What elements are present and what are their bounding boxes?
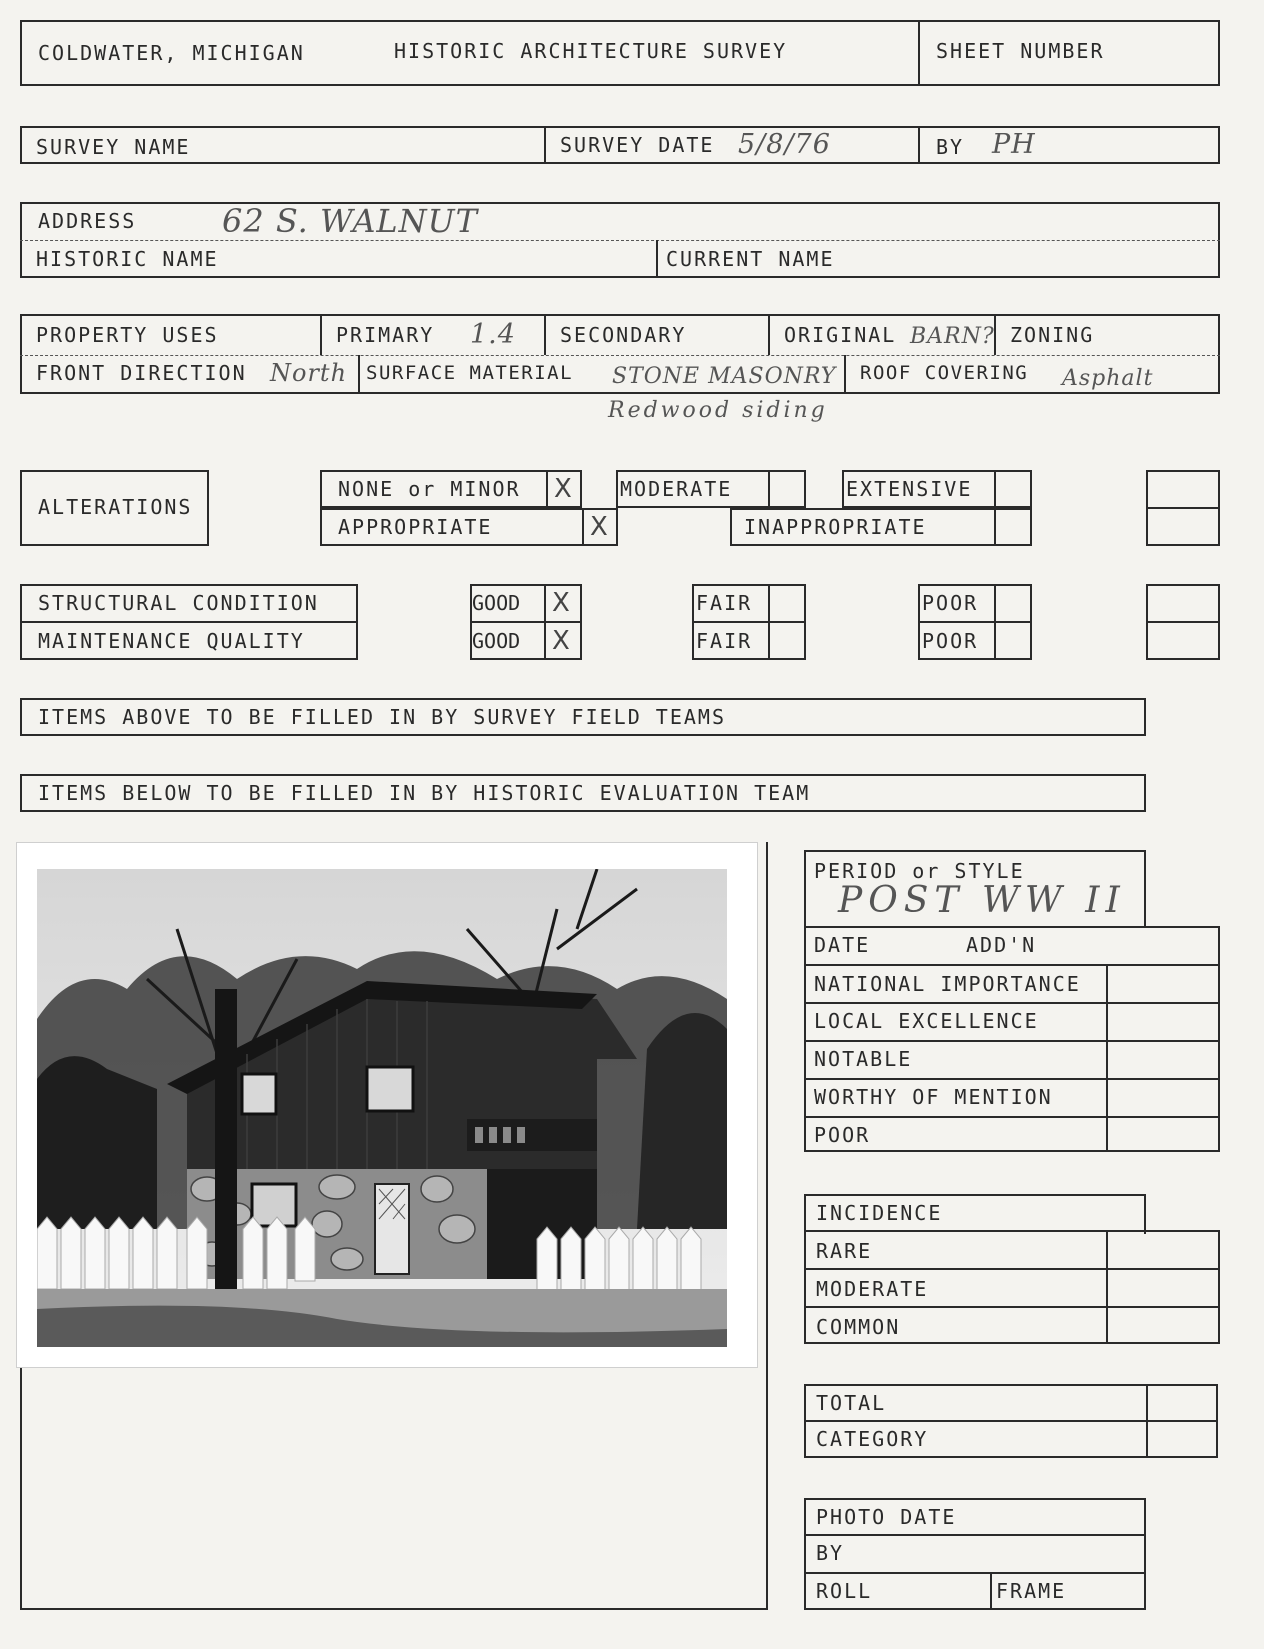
ratings-box	[804, 926, 1220, 1152]
property-divider-2	[544, 314, 546, 355]
condition-good-divider	[470, 621, 582, 623]
inappropriate-label: INAPPROPRIATE	[744, 515, 927, 539]
extensive-label: EXTENSIVE	[846, 477, 973, 501]
city-label: COLDWATER, MICHIGAN	[38, 41, 305, 65]
ratings-line-5	[804, 1116, 1220, 1118]
condition-poor-divider	[918, 621, 1032, 623]
survey-divider-2	[918, 126, 920, 164]
survey-date-value: 5/8/76	[738, 129, 831, 160]
period-style-label: PERIOD or STYLE	[814, 859, 1025, 883]
surface-material-label: SURFACE MATERIAL	[366, 362, 574, 384]
condition-score-divider	[1146, 621, 1220, 623]
address-label: ADDRESS	[38, 209, 137, 233]
zoning-label: ZONING	[1010, 323, 1095, 347]
structural-good-label: GOOD	[472, 591, 521, 615]
survey-by-label: BY	[936, 135, 965, 159]
alterations-label: ALTERATIONS	[38, 495, 193, 519]
name-divider	[656, 240, 658, 278]
totals-vdivider	[1146, 1384, 1148, 1458]
rating-national-importance: NATIONAL IMPORTANCE	[814, 972, 1081, 996]
ratings-line-3	[804, 1040, 1220, 1042]
incidence-common: COMMON	[816, 1315, 901, 1339]
incidence-label: INCIDENCE	[816, 1201, 943, 1225]
surface-material-value: STONE MASONRY	[612, 364, 837, 389]
photo-date-label: PHOTO DATE	[816, 1505, 957, 1529]
incidence-rare: RARE	[816, 1239, 873, 1263]
incidence-line-2	[804, 1306, 1220, 1308]
property-uses-label: PROPERTY USES	[36, 323, 219, 347]
ratings-divider	[1106, 964, 1108, 1152]
form-title: HISTORIC ARCHITECTURE SURVEY	[394, 39, 788, 63]
address-divider	[20, 240, 1220, 241]
maintenance-good-check[interactable]: X	[552, 626, 570, 656]
building-photograph	[16, 842, 758, 1368]
incidence-moderate: MODERATE	[816, 1277, 929, 1301]
maintenance-quality-label: MAINTENANCE QUALITY	[38, 629, 305, 653]
front-direction-label: FRONT DIRECTION	[36, 361, 247, 385]
eval-date-label: DATE	[814, 933, 871, 957]
photo-info-line-1	[804, 1534, 1146, 1536]
rating-local-excellence: LOCAL EXCELLENCE	[814, 1009, 1039, 1033]
frame-label: FRAME	[996, 1579, 1067, 1603]
appropriate-label: APPROPRIATE	[338, 515, 493, 539]
sheet-number-label: SHEET NUMBER	[936, 39, 1105, 63]
secondary-label: SECONDARY	[560, 323, 687, 347]
condition-fair-divider	[692, 621, 806, 623]
photo-info-divider	[990, 1572, 992, 1610]
structural-condition-label: STRUCTURAL CONDITION	[38, 591, 319, 615]
roof-covering-value: Asphalt	[1062, 366, 1154, 391]
historic-name-label: HISTORIC NAME	[36, 247, 219, 271]
total-label: TOTAL	[816, 1391, 887, 1415]
structural-poor-label: POOR	[922, 591, 979, 615]
property-divider-1	[320, 314, 322, 355]
header-divider	[918, 20, 920, 86]
condition-fair-vdivider	[768, 584, 770, 660]
building-photo-svg	[37, 869, 727, 1347]
survey-by-value: PH	[992, 129, 1036, 160]
category-label: CATEGORY	[816, 1427, 929, 1451]
photo-by-label: BY	[816, 1541, 845, 1565]
condition-label-divider	[20, 621, 358, 623]
moderate-label: MODERATE	[620, 477, 733, 501]
alterations-none-divider	[546, 470, 548, 508]
incidence-divider	[1106, 1230, 1108, 1344]
alterations-appropriate-divider	[582, 508, 584, 546]
structural-good-check[interactable]: X	[552, 588, 570, 618]
original-value: BARN?	[910, 324, 995, 349]
original-label: ORIGINAL	[784, 323, 897, 347]
primary-label: PRIMARY	[336, 323, 435, 347]
maintenance-good-label: GOOD	[472, 629, 521, 653]
maintenance-fair-label: FAIR	[696, 629, 753, 653]
condition-poor-vdivider	[994, 584, 996, 660]
property-divider-3	[768, 314, 770, 355]
current-name-label: CURRENT NAME	[666, 247, 835, 271]
alterations-inappropriate-divider	[994, 508, 996, 546]
structural-fair-label: FAIR	[696, 591, 753, 615]
roll-label: ROLL	[816, 1579, 873, 1603]
appropriate-check[interactable]: X	[590, 512, 608, 542]
condition-good-vdivider	[544, 584, 546, 660]
eval-addn-label: ADD'N	[966, 933, 1037, 957]
rating-poor: POOR	[814, 1123, 871, 1147]
rating-notable: NOTABLE	[814, 1047, 913, 1071]
items-above-note: ITEMS ABOVE TO BE FILLED IN BY SURVEY FIELD TEAMS	[38, 705, 727, 729]
survey-name-label: SURVEY NAME	[36, 135, 191, 159]
primary-value: 1.4	[470, 319, 516, 350]
ratings-line-1	[804, 964, 1220, 966]
alterations-moderate-divider	[768, 470, 770, 508]
property-divider-6	[844, 355, 846, 394]
roof-covering-label: ROOF COVERING	[860, 362, 1029, 384]
totals-divider	[804, 1420, 1218, 1422]
items-below-note: ITEMS BELOW TO BE FILLED IN BY HISTORIC EVALUATION TEAM	[38, 781, 811, 805]
survey-date-label: SURVEY DATE	[560, 133, 715, 157]
alterations-extensive-divider	[994, 470, 996, 508]
incidence-line-1	[804, 1268, 1220, 1270]
period-style-value: POST WW II	[838, 880, 1126, 921]
surface-material-value-2: Redwood siding	[608, 398, 828, 423]
ratings-line-4	[804, 1078, 1220, 1080]
property-row-divider	[20, 355, 1220, 356]
address-value: 62 S. WALNUT	[222, 202, 478, 240]
photo-info-line-2	[804, 1572, 1146, 1574]
none-minor-check[interactable]: X	[554, 474, 572, 504]
ratings-line-2	[804, 1002, 1220, 1004]
property-divider-5	[358, 355, 360, 394]
alterations-score-divider	[1146, 507, 1220, 509]
none-minor-label: NONE or MINOR	[338, 477, 521, 501]
survey-divider-1	[544, 126, 546, 164]
maintenance-poor-label: POOR	[922, 629, 979, 653]
front-direction-value: North	[270, 359, 348, 387]
rating-worthy-of-mention: WORTHY OF MENTION	[814, 1085, 1053, 1109]
